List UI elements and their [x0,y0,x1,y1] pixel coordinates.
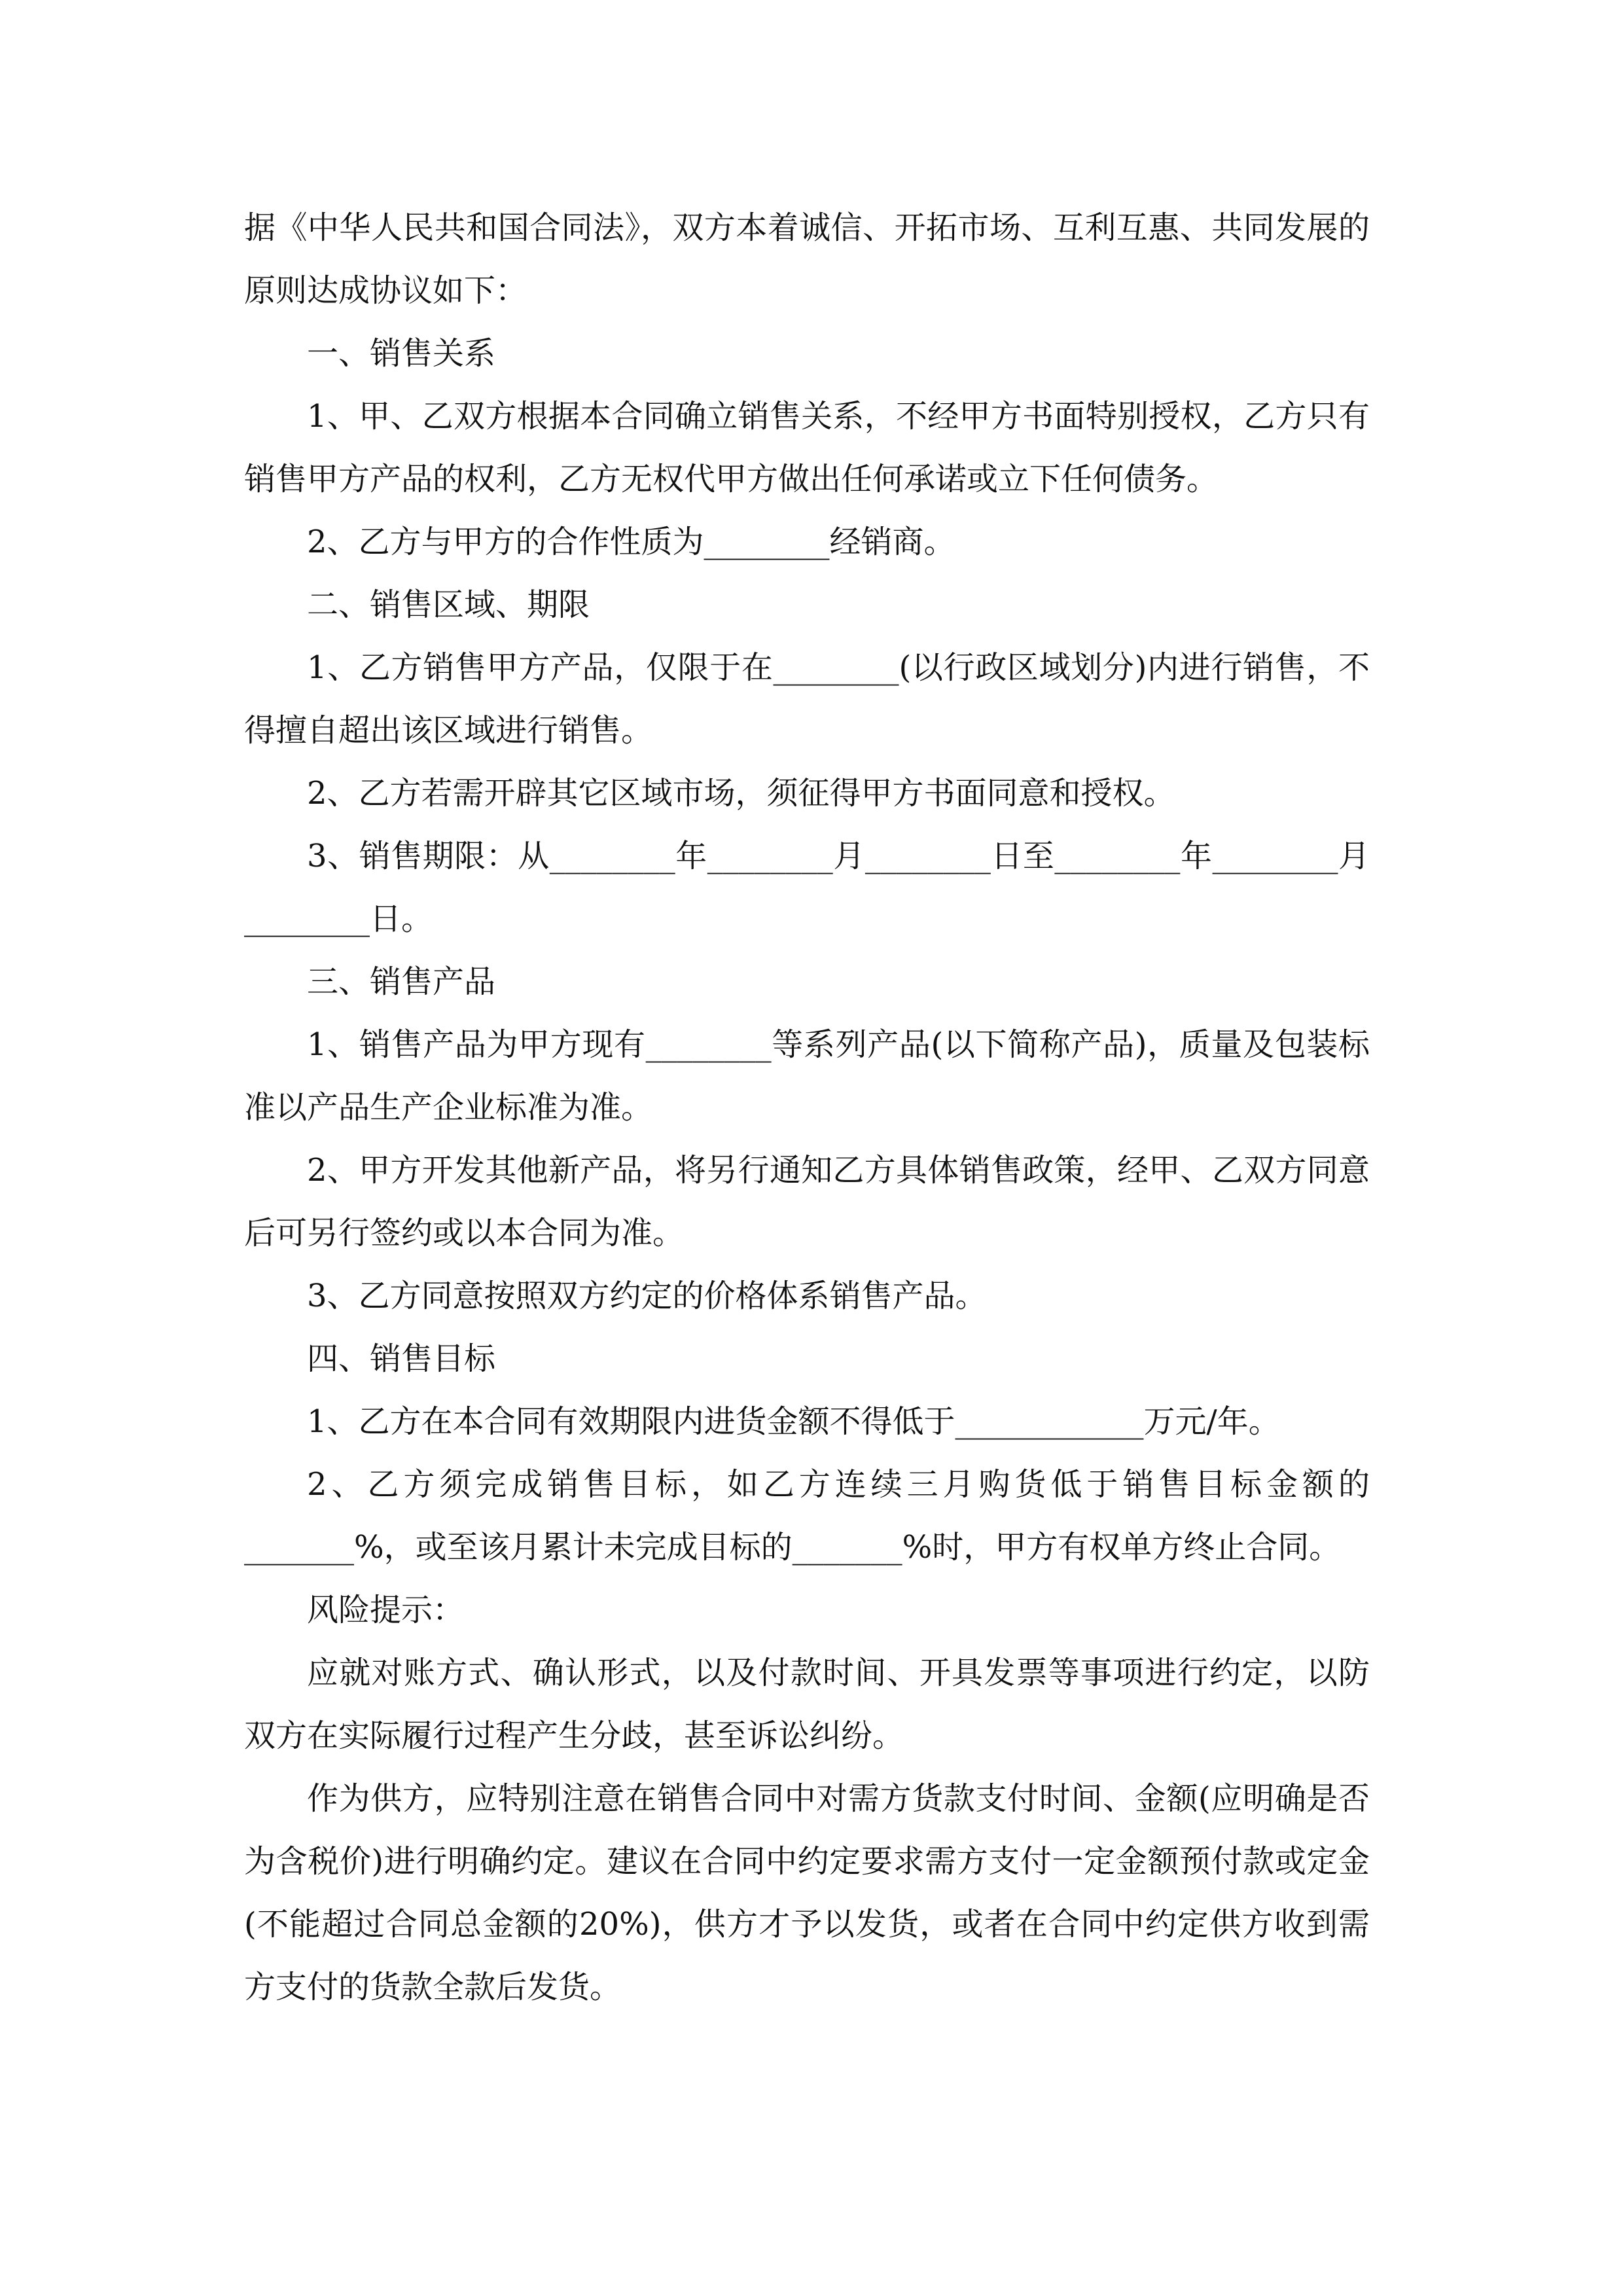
risk-notice-paragraph-1: 应就对账方式、确认形式，以及付款时间、开具发票等事项进行约定，以防双方在实际履行过程产生分歧，甚至诉讼纠纷。 [244,1655,1370,1754]
intro-paragraph: 据《中华人民共和国合同法》，双方本着诚信、开拓市场、互利互惠、共同发展的原则达成协议如下： [244,209,1370,309]
clause-2-2: 2、乙方若需开辟其它区域市场，须征得甲方书面同意和授权。 [307,775,1175,812]
clause-1-1: 1、甲、乙双方根据本合同确立销售关系，不经甲方书面特别授权，乙方只有销售甲方产品的权利，乙方无权代甲方做出任何承诺或立下任何债务。 [244,398,1370,497]
clause-3-2: 2、甲方开发其他新产品，将另行通知乙方具体销售政策，经甲、乙双方同意后可另行签约或以本合同为准。 [244,1152,1370,1251]
risk-notice-heading: 风险提示： [307,1592,465,1628]
clause-3-1: 1、销售产品为甲方现有________等系列产品(以下简称产品)，质量及包装标准以产品生产企业标准为准。 [244,1026,1370,1126]
clause-2-1: 1、乙方销售甲方产品，仅限于在________(以行政区域划分)内进行销售，不得擅自超出该区域进行销售。 [244,649,1370,749]
section-heading-sales-relationship: 一、销售关系 [307,335,496,372]
section-heading-sales-targets: 四、销售目标 [307,1340,496,1377]
clause-1-2: 2、乙方与甲方的合作性质为________经销商。 [307,524,955,560]
contract-body [244,196,1370,2018]
clause-2-3: 3、销售期限：从________年________月________日至________年________月________日。 [244,838,1370,937]
risk-notice-paragraph-2: 作为供方，应特别注意在销售合同中对需方货款支付时间、金额(应明确是否为含税价)进行明确约定。建议在合同中约定要求需方支付一定金额预付款或定金(不能超过合同总金额的20%)，供方才予以发货，或者在合同中约定供方收到需方支付的货款全款后发货。 [244,1780,1370,2005]
section-heading-sales-products: 三、销售产品 [307,963,496,1000]
section-heading-sales-region-term: 二、销售区域、期限 [307,586,590,623]
clause-4-1: 1、乙方在本合同有效期限内进货金额不得低于____________万元/年。 [307,1403,1280,1440]
clause-3-3: 3、乙方同意按照双方约定的价格体系销售产品。 [307,1278,987,1314]
clause-4-2: 2、乙方须完成销售目标，如乙方连续三月购货低于销售目标金额的_______%，或至该月累计未完成目标的_______%时，甲方有权单方终止合同。 [244,1466,1370,1566]
